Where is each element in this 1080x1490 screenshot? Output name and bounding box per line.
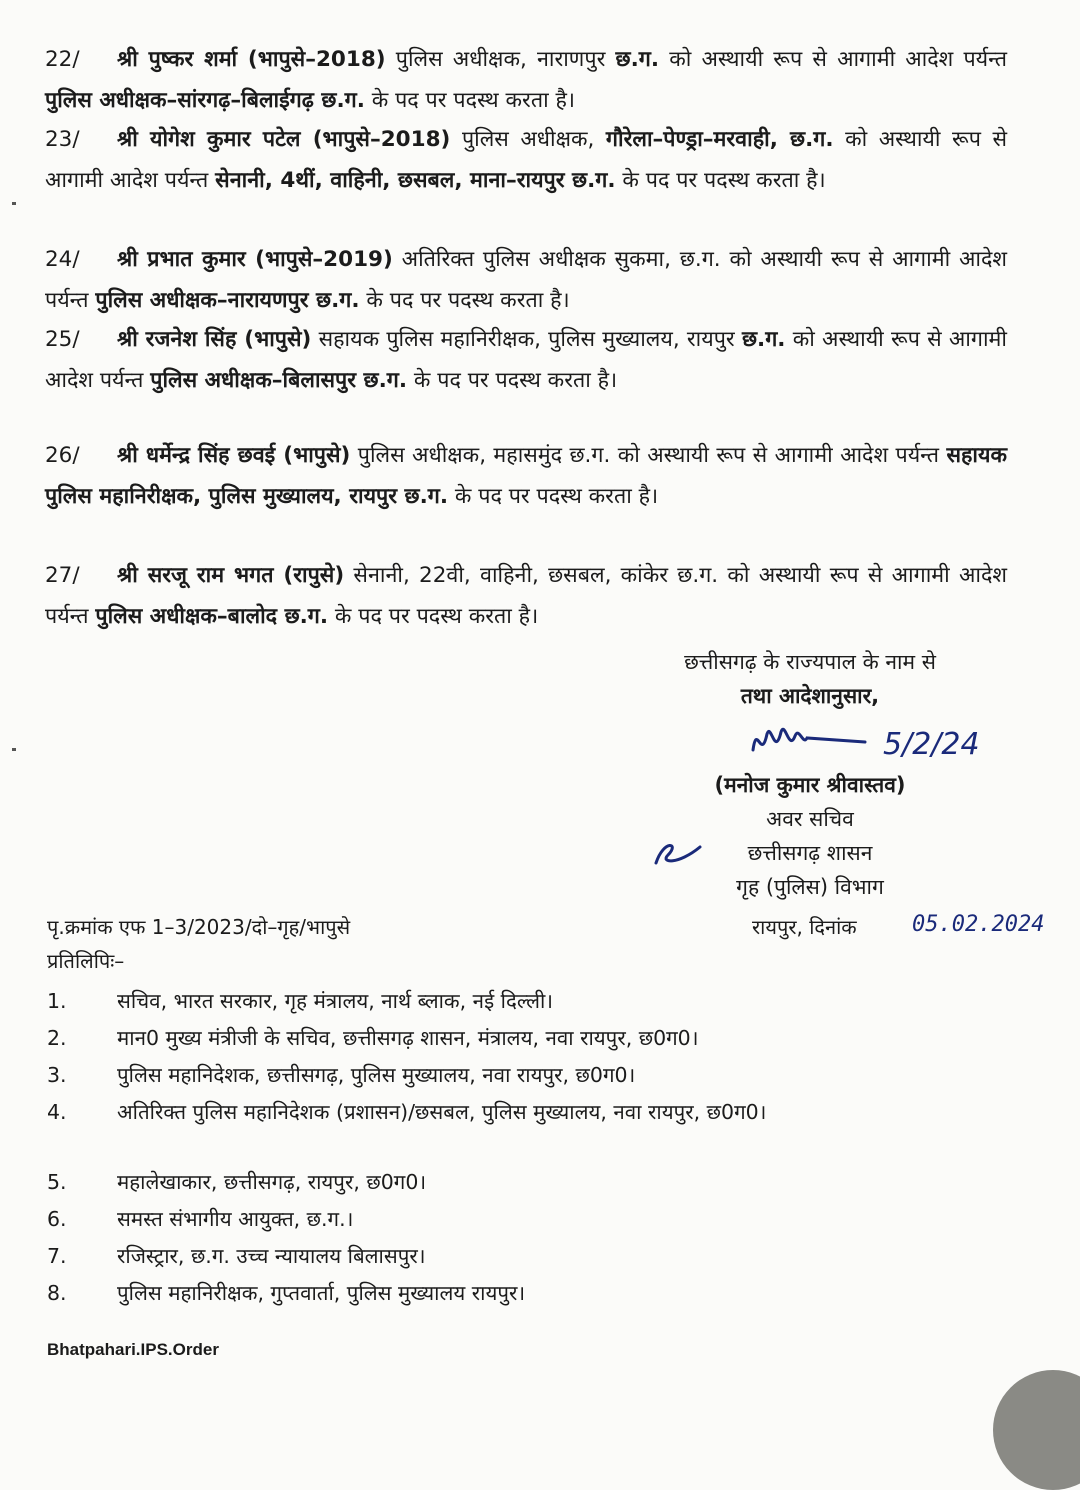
copy-item-text: पुलिस महानिरीक्षक, गुप्तवार्ता, पुलिस मुख्यालय रायपुर। [117,1281,526,1305]
government-name: छत्तीसगढ़ शासन [747,841,873,865]
order-bold-text: श्री सरजू राम भगत (रापुसे) [117,563,345,588]
copy-heading: प्रतिलिपिः– [47,949,125,973]
copy-item-text: अतिरिक्त पुलिस महानिदेशक (प्रशासन)/छसबल, पुलिस मुख्यालय, नवा रायपुर, छ0ग0। [117,1100,767,1124]
order-paragraph [45,556,1007,637]
copy-item-text: रजिस्ट्रार, छ.ग. उच्च न्यायालय बिलासपुर। [117,1244,426,1268]
order-bold-text: श्री रजनेश सिंह (भापुसे) [117,327,312,352]
page-speck [12,748,16,751]
order-paragraph [45,240,1007,321]
order-bold-text: श्री पुष्कर शर्मा (भापुसे–2018) [117,47,386,72]
copy-item-number: 1. [47,989,67,1013]
footer-text: Bhatpahari.IPS.Order [47,1340,219,1359]
order-text: सहायक पुलिस महानिरीक्षक, पुलिस मुख्यालय, रायपुर [311,327,742,352]
order-text: पुलिस अधीक्षक, नाराणपुर [385,47,616,72]
order-bold-text: सहायक पुलिस महानिरीक्षक, पुलिस मुख्यालय, रायपुर छ.ग. [45,443,1007,509]
copy-item-number: 5. [47,1170,67,1194]
authority-line-1: छत्तीसगढ़ के राज्यपाल के नाम से [684,650,936,674]
order-number: 24/ [45,247,80,272]
copy-item-text: महालेखाकार, छत्तीसगढ़, रायपुर, छ0ग0। [117,1170,427,1194]
corner-shadow [993,1370,1080,1490]
reference-number: पृ.क्रमांक एफ 1–3/2023/दो–गृह/भापुसे [47,915,351,939]
order-bold-text: पुलिस अधीक्षक–नारायणपुर छ.ग. [95,287,360,313]
handwritten-signature [745,712,1005,772]
place-date-label: रायपुर, दिनांक [752,915,857,939]
department-name: गृह (पुलिस) विभाग [736,875,884,899]
order-bold-text: पुलिस अधीक्षक–बालोद छ.ग. [95,603,329,629]
order-text: पुलिस अधीक्षक, [450,127,606,152]
order-number: 25/ [45,327,80,352]
order-bold-text: सेनानी, 4थीं, वाहिनी, छसबल, माना–रायपुर छ.ग. [215,167,616,193]
order-bold-text: गौरेला–पेण्ड्रा–मरवाही, छ.ग. [605,127,834,152]
order-bold-text: श्री योगेश कुमार पटेल (भापुसे–2018) [117,127,451,152]
copy-item-number: 2. [47,1026,67,1050]
order-text: को अस्थायी रूप से आगामी आदेश पर्यन्त [659,47,1008,72]
order-bold-text: पुलिस अधीक्षक–सांरगढ़–बिलाईगढ़ छ.ग. [45,87,365,113]
order-number: 22/ [45,47,80,72]
page-speck [12,202,16,205]
copy-item-text: पुलिस महानिदेशक, छत्तीसगढ़, पुलिस मुख्यालय, नवा रायपुर, छ0ग0। [117,1063,636,1087]
copy-item-number: 7. [47,1244,67,1268]
signature-date: 5/2/24 [883,727,980,762]
order-paragraph [45,320,1007,401]
officer-name: (मनोज कुमार श्रीवास्तव) [714,773,906,797]
order-number: 23/ [45,127,80,152]
designation: अवर सचिव [766,807,854,831]
order-text: के पद पर पदस्थ करता है। [448,483,659,509]
order-text: अतिरिक्त पुलिस अधीक्षक सुकमा, छ.ग. को अस्थायी रूप से आगामी आदेश पर्यन्त [45,247,1007,313]
order-paragraph [45,436,1007,517]
copy-item-number: 6. [47,1207,67,1231]
order-text: के पद पर पदस्थ करता है। [328,603,539,629]
copy-item-text: सचिव, भारत सरकार, गृह मंत्रालय, नार्थ ब्लाक, नई दिल्ली। [117,989,554,1013]
order-text: के पद पर पदस्थ करता है। [407,367,618,393]
order-paragraph [45,40,1007,121]
order-bold-text: पुलिस अधीक्षक–बिलासपुर छ.ग. [150,367,408,393]
copy-item-number: 4. [47,1100,67,1124]
order-text: सेनानी, 22वी, वाहिनी, छसबल, कांकेर छ.ग. को अस्थायी रूप से आगामी आदेश पर्यन्त [45,563,1007,629]
order-bold-text: श्री प्रभात कुमार (भापुसे–2019) [117,247,393,272]
order-text: पुलिस अधीक्षक, महासमुंद छ.ग. को अस्थायी रूप से आगामी आदेश पर्यन्त [350,443,947,468]
order-text: को अस्थायी रूप से आगामी आदेश पर्यन्त [45,327,1007,393]
copy-item-text: मान0 मुख्य मंत्रीजी के सचिव, छत्तीसगढ़ शासन, मंत्रालय, नवा रायपुर, छ0ग0। [117,1026,699,1050]
copy-item-text: समस्त संभागीय आयुक्त, छ.ग.। [117,1207,354,1231]
order-text: के पद पर पदस्थ करता है। [364,87,576,113]
authority-line-2: तथा आदेशानुसार, [740,684,880,708]
copy-item-number: 8. [47,1281,67,1305]
order-number: 27/ [45,563,80,588]
order-bold-text: छ.ग. [741,327,786,352]
order-bold-text: छ.ग. [615,47,660,72]
order-text: के पद पर पदस्थ करता है। [615,167,826,193]
order-number: 26/ [45,443,80,468]
copy-item-number: 3. [47,1063,67,1087]
order-paragraph [45,120,1007,201]
order-text: के पद पर पदस्थ करता है। [359,287,570,313]
order-text: को अस्थायी रूप से आगामी आदेश पर्यन्त [45,127,1008,193]
order-bold-text: श्री धर्मेन्द्र सिंह छवई (भापुसे) [117,443,351,468]
handwritten-date: 05.02.2024 [912,912,1045,937]
